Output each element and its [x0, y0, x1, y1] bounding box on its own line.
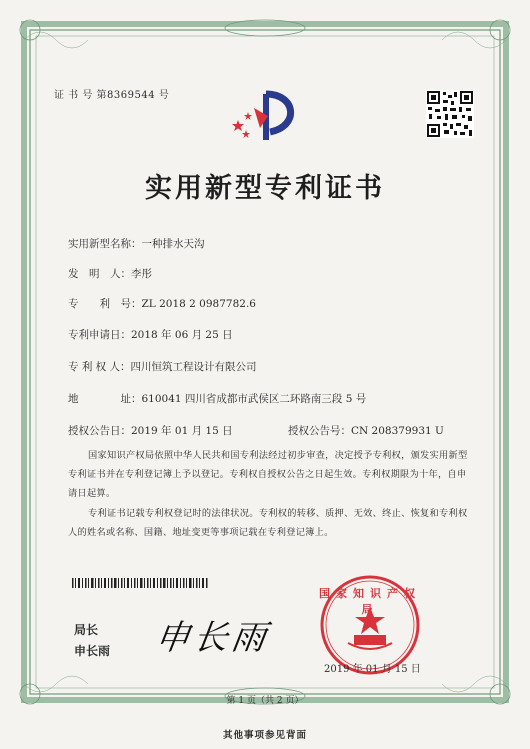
certificate-title: 实用新型专利证书 [145, 173, 385, 204]
back-side-note: 其他事项参见背面 [222, 730, 307, 741]
signature-block [74, 620, 110, 662]
certificate-number-label: 证 书 号 第 [54, 90, 108, 101]
seal-date: 2019 年 01 月 15 日 [324, 664, 421, 675]
field-label: 发 明 人： [68, 268, 131, 280]
page-number: 第 1 页（共 2 页） [226, 696, 304, 706]
field-inventor [68, 266, 152, 281]
field-value: CN 208379931 U [351, 425, 444, 437]
field-grant-announcement-date [68, 423, 233, 438]
field-patentee [68, 359, 257, 374]
field-value: 2018 年 06 月 25 日 [131, 329, 233, 341]
certificate-number-value: 8369544 [107, 90, 156, 101]
field-value: 四川恒筑工程设计有限公司 [130, 361, 257, 373]
field-label: 地 址： [68, 393, 142, 405]
certificate-number [54, 86, 169, 101]
cnipa-logo [226, 86, 308, 146]
field-label: 实用新型名称： [68, 238, 142, 250]
field-label: 专 利 号： [68, 298, 142, 310]
field-utility-model-name [68, 236, 205, 251]
field-label: 授权公告日： [68, 425, 131, 437]
field-value: ZL 2018 2 0987782.6 [141, 298, 256, 310]
field-value: 610041 四川省成都市武侯区二环路南三段 5 号 [141, 393, 367, 405]
director-title: 局长 [74, 623, 99, 637]
certificate-number-suffix: 号 [158, 90, 170, 101]
legal-status-paragraph: 专利证书记载专利权登记时的法律状况。专利权的转移、质押、无效、终止、恢复和专利权人的姓名或名称、国籍、地址变更等事项记载在专利登记簿上。 [68, 508, 468, 538]
field-grant-announcement-number [288, 423, 444, 438]
qr-code-icon [426, 90, 474, 138]
field-application-date [68, 327, 233, 342]
barcode-icon [72, 578, 208, 588]
handwritten-signature: 申长雨 [152, 618, 273, 658]
field-address [68, 391, 366, 406]
field-label: 专利申请日： [68, 329, 131, 341]
field-value: 一种排水天沟 [141, 238, 205, 250]
field-value: 2019 年 01 月 15 日 [131, 425, 233, 437]
field-label: 专 利 权 人： [68, 361, 131, 373]
director-name: 申长雨 [74, 644, 111, 658]
grant-paragraph: 国家知识产权局依照中华人民共和国专利法经过初步审查，决定授予专利权，颁发实用新型专利证书并在专利登记簿上予以登记。专利权自授权公告之日起生效。专利权期限为十年，自申请日起算。 [68, 450, 468, 499]
field-value: 李彤 [131, 268, 152, 280]
field-patent-number [68, 296, 256, 311]
field-label: 授权公告号： [288, 425, 351, 437]
seal-text: 国家知识产权局 [319, 587, 421, 616]
